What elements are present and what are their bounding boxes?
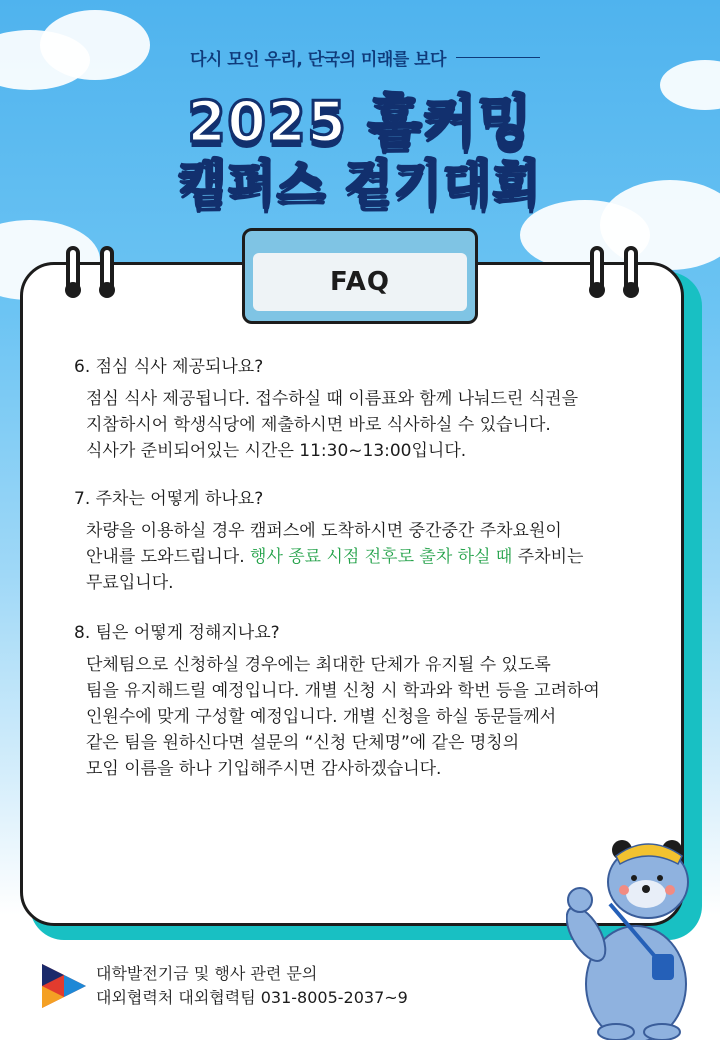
faq-tab-inner bbox=[253, 253, 467, 311]
faq-answer-line: 차량을 이용하실 경우 캠퍼스에 도착하시면 중간중간 주차요원이 bbox=[86, 521, 562, 541]
tagline-row bbox=[190, 44, 540, 70]
faq-tab-label: FAQ bbox=[329, 267, 390, 297]
binder-ring-icon bbox=[66, 246, 80, 296]
faq-answer-line: 팀을 유지해드릴 예정입니다. 개별 신청 시 학과와 학번 등을 고려하여 bbox=[86, 681, 600, 701]
faq-answer-line: 모임 이름을 하나 기입해주시면 감사하겠습니다. bbox=[86, 759, 442, 779]
page-title-line1: 2025 홈커밍 bbox=[187, 90, 533, 155]
cloud-decoration bbox=[40, 10, 150, 80]
faq-question: 6. 점심 식사 제공되나요? bbox=[74, 357, 264, 377]
faq-answer-line: 점심 식사 제공됩니다. 접수하실 때 이름표와 함께 나눠드린 식권을 bbox=[86, 389, 579, 409]
contact-line: 대학발전기금 및 행사 관련 문의 bbox=[96, 964, 318, 983]
faq-answer-line: 단체팀으로 신청하실 경우에는 최대한 단체가 유지될 수 있도록 bbox=[86, 655, 551, 675]
university-logo-icon bbox=[42, 964, 86, 1008]
faq-question: 8. 팀은 어떻게 정해지나요? bbox=[74, 623, 280, 643]
faq-answer-text: 주차비는 bbox=[512, 547, 584, 567]
faq-question: 7. 주차는 어떻게 하나요? bbox=[74, 489, 264, 509]
faq-answer-line: 무료입니다. bbox=[86, 573, 174, 593]
page-title-line2: 캠퍼스 걷기대회 bbox=[178, 155, 542, 213]
faq-answer-line bbox=[86, 544, 674, 570]
faq-item bbox=[74, 354, 674, 464]
tagline-divider bbox=[456, 57, 540, 58]
contact-info bbox=[96, 962, 408, 1010]
faq-answer-text: 안내를 도와드립니다. bbox=[86, 547, 251, 567]
faq-answer-line: 인원수에 맞게 구성할 예정입니다. 개별 신청을 하실 동문들께서 bbox=[86, 707, 557, 727]
binder-ring-icon bbox=[100, 246, 114, 296]
bear-mascot-icon bbox=[566, 834, 716, 1040]
tagline: 다시 모인 우리, 단국의 미래를 보다 bbox=[190, 49, 446, 70]
faq-answer-line: 지참하시어 학생식당에 제출하시면 바로 식사하실 수 있습니다. bbox=[86, 415, 551, 435]
faq-item bbox=[74, 620, 674, 782]
faq-item bbox=[74, 486, 674, 596]
faq-answer-line: 식사가 준비되어있는 시간은 11:30~13:00입니다. bbox=[86, 441, 467, 461]
contact-line: 대외협력처 대외협력팀 031-8005-2037~9 bbox=[96, 988, 408, 1007]
binder-ring-icon bbox=[624, 246, 638, 296]
faq-answer-line: 같은 팀을 원하신다면 설문의 “신청 단체명”에 같은 명칭의 bbox=[86, 733, 520, 753]
faq-answer-highlight: 행사 종료 시점 전후로 출차 하실 때 bbox=[250, 547, 513, 567]
faq-tab bbox=[242, 228, 478, 324]
binder-ring-icon bbox=[590, 246, 604, 296]
